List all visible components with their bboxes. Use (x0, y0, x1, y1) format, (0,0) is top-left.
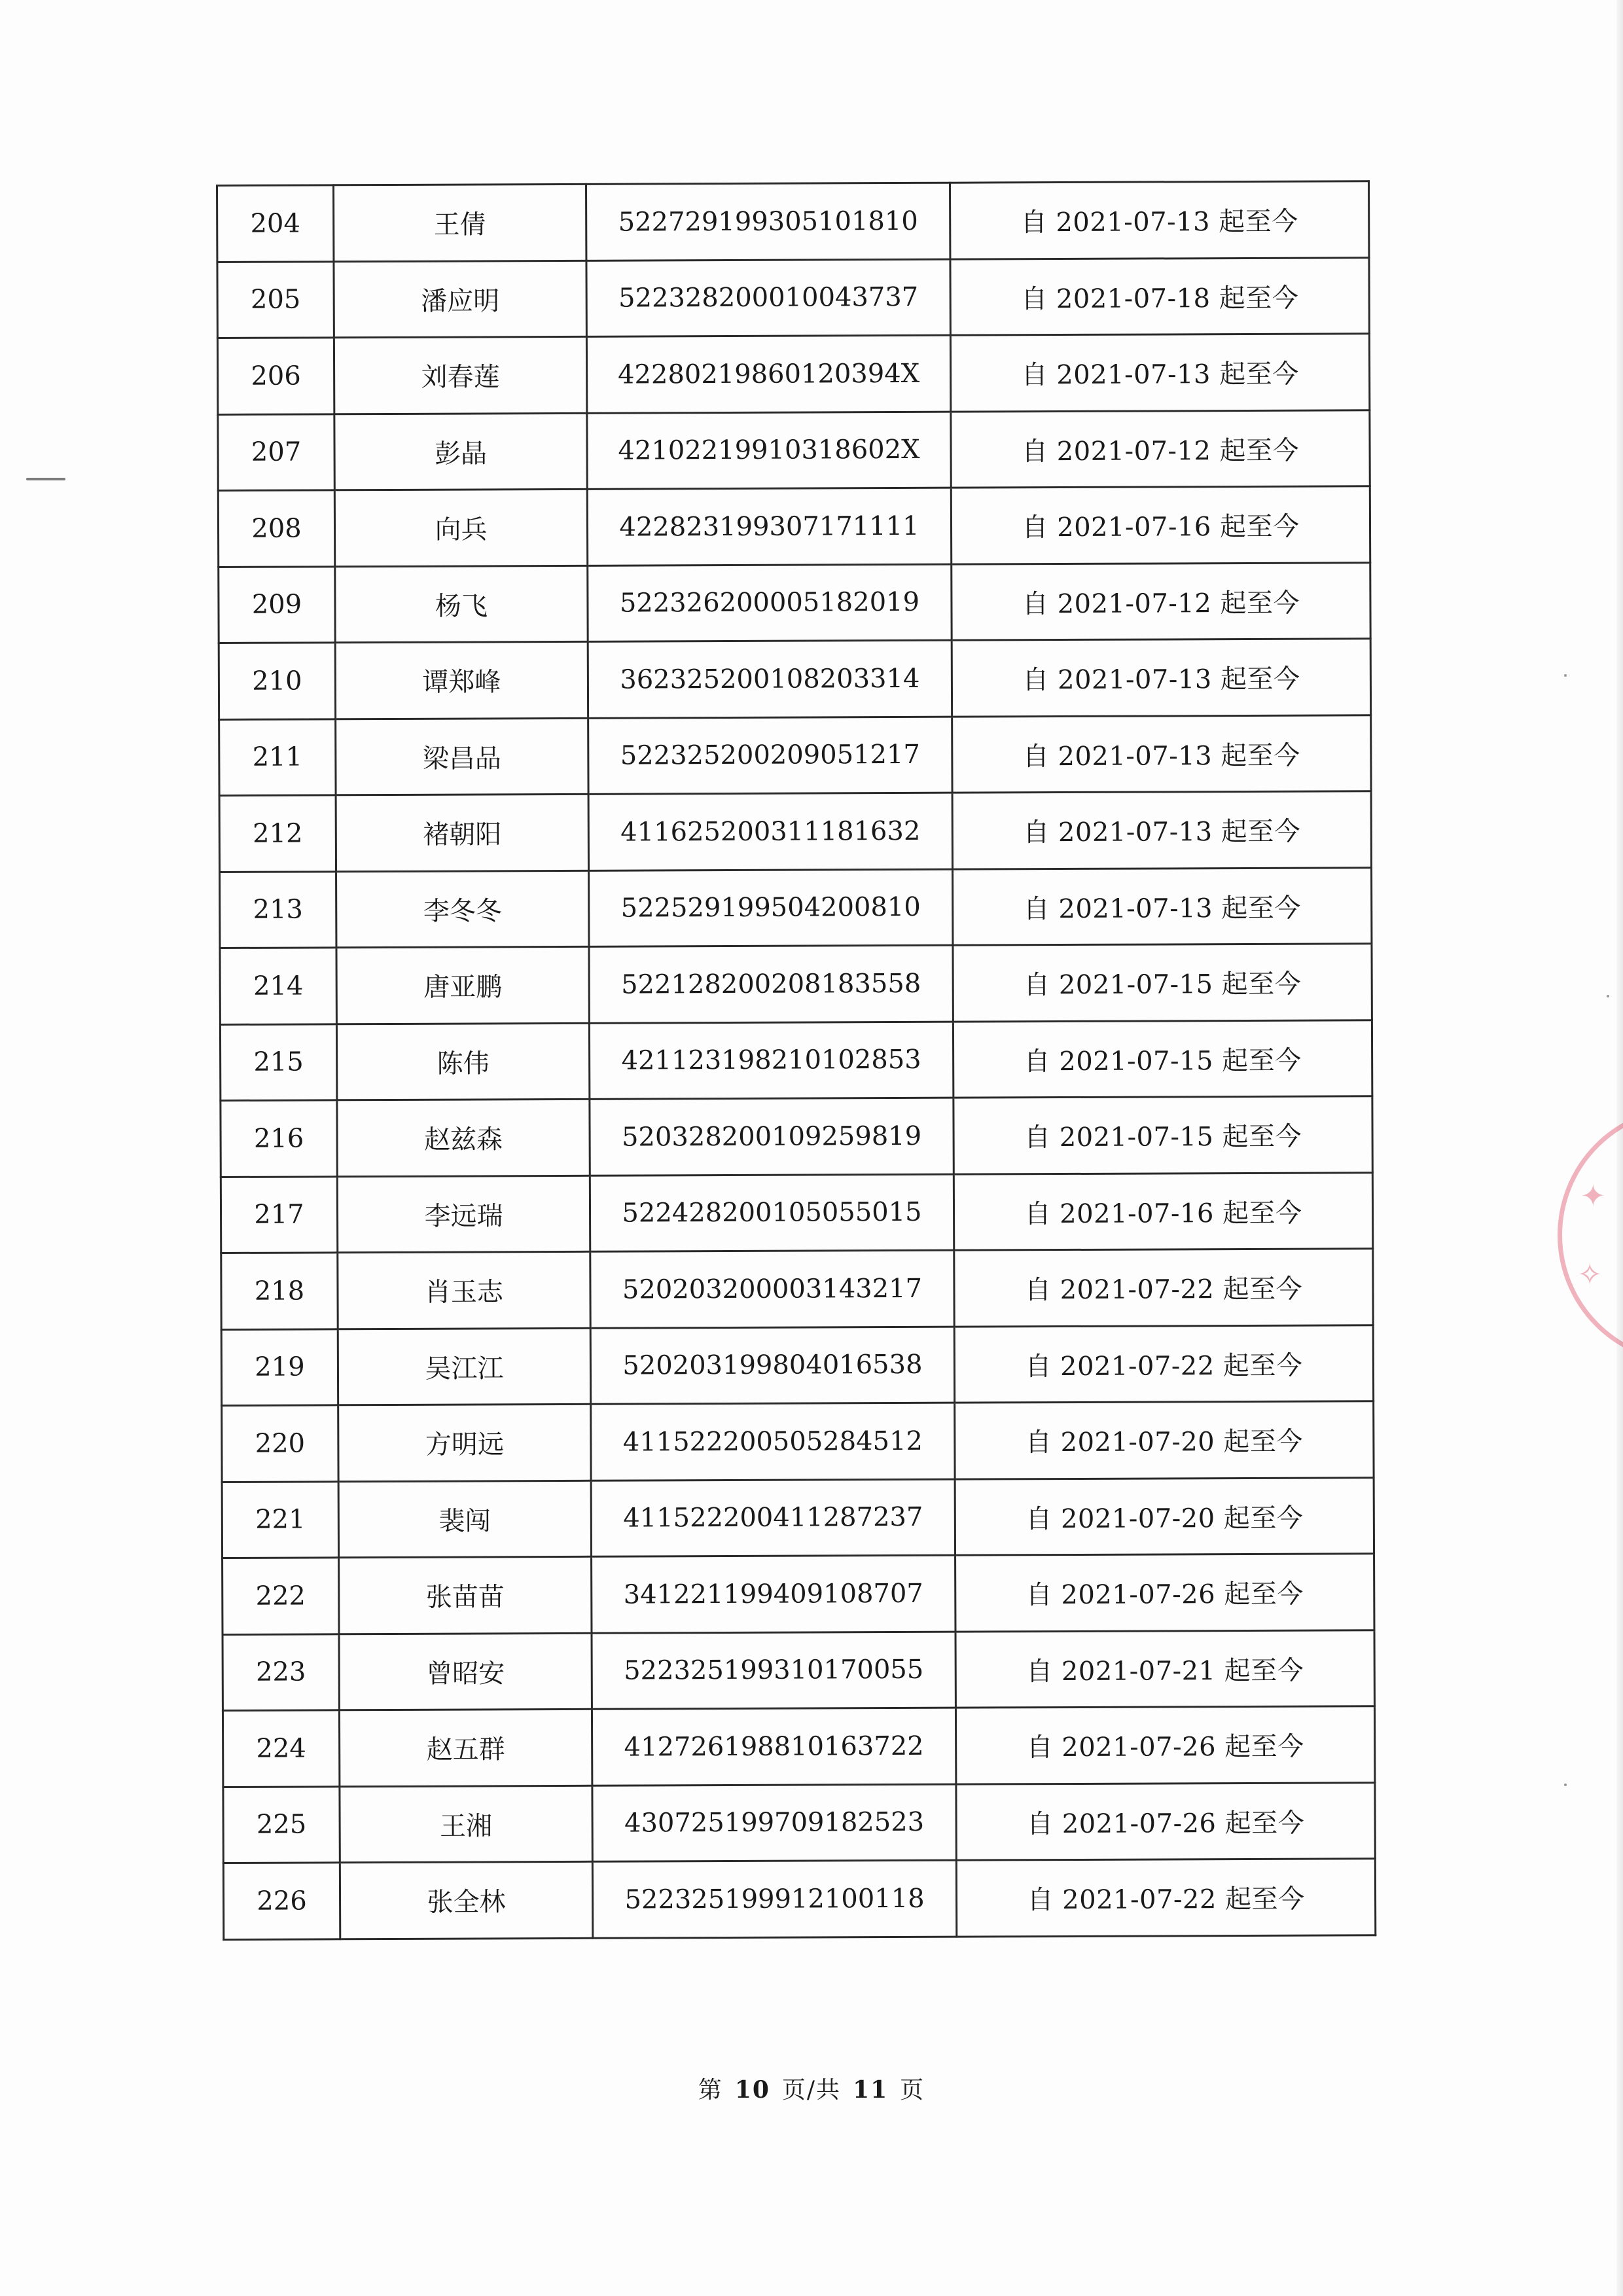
row-number-cell (219, 719, 336, 795)
id-number-cell (588, 640, 952, 718)
employment-period-cell-text: 自 2021-07-26 起至今 (1026, 1579, 1304, 1611)
employment-period-cell (955, 1630, 1374, 1708)
id-number-cell-text: 42280219860120394X (617, 358, 920, 390)
employment-period-cell-text: 自 2021-07-26 起至今 (1026, 1731, 1304, 1763)
scan-speck (1564, 674, 1567, 677)
name-cell (339, 1709, 592, 1786)
table-row (223, 1630, 1374, 1710)
row-number-cell (218, 414, 334, 490)
name-cell-text: 唐亚鹏 (423, 972, 503, 1003)
employment-period-cell (953, 944, 1372, 1022)
page-footer (0, 2072, 1623, 2105)
table-row (222, 1401, 1374, 1482)
id-number-cell-text: 522325199912100118 (624, 1883, 925, 1915)
name-cell-text: 张苗苗 (425, 1582, 505, 1613)
row-number-cell (217, 338, 334, 414)
name-cell-text: 李冬冬 (423, 896, 502, 927)
name-cell (337, 1175, 590, 1253)
name-cell-text: 褚朝阳 (423, 819, 502, 851)
id-number-cell (589, 945, 953, 1023)
row-number-cell (223, 1558, 339, 1634)
name-cell-text: 谭郑峰 (422, 667, 501, 698)
id-number-cell-text: 520328200109259819 (621, 1121, 922, 1153)
employment-period-cell (955, 1401, 1374, 1479)
row-number-cell-text: 223 (255, 1657, 306, 1688)
name-cell-text: 李远瑞 (424, 1201, 503, 1232)
row-number-cell-text: 204 (250, 208, 300, 239)
row-number-cell (217, 185, 334, 262)
employment-period-cell-text: 自 2021-07-13 起至今 (1022, 664, 1300, 696)
name-cell-text: 陈伟 (437, 1049, 490, 1079)
official-seal-stamp (1544, 1106, 1623, 1381)
name-cell-text: 梁昌品 (422, 744, 501, 774)
employment-period-cell-text: 自 2021-07-15 起至今 (1024, 1121, 1302, 1153)
employment-period-cell (951, 410, 1370, 488)
id-number-cell (588, 793, 952, 870)
name-cell (334, 413, 587, 490)
scan-mark (26, 478, 65, 480)
name-cell-text: 王湘 (440, 1811, 493, 1842)
row-number-cell (221, 1176, 337, 1253)
name-cell-text: 赵五群 (426, 1734, 505, 1766)
name-cell (334, 184, 586, 261)
employment-period-cell-text: 自 2021-07-22 起至今 (1024, 1274, 1303, 1306)
id-number-cell-text: 341221199409108707 (623, 1578, 923, 1610)
name-cell-text: 王倩 (433, 209, 486, 240)
table-row (223, 1859, 1375, 1939)
id-number-cell (586, 259, 950, 337)
footer-total-pages: 11 (853, 2076, 889, 2104)
employment-period-cell (950, 181, 1368, 259)
table-row (220, 867, 1372, 948)
name-cell (334, 260, 586, 338)
id-number-cell-text: 411522200505284512 (622, 1426, 923, 1458)
employment-period-cell-text: 自 2021-07-16 起至今 (1022, 511, 1300, 543)
row-number-cell (218, 490, 334, 567)
row-number-cell-text: 205 (250, 284, 301, 315)
footer-suffix: 页 (900, 2077, 925, 2104)
employment-period-cell (955, 1706, 1374, 1784)
row-number-cell-text: 209 (251, 589, 302, 620)
employment-period-cell-text: 自 2021-07-15 起至今 (1024, 969, 1302, 1001)
row-number-cell-text: 221 (255, 1504, 306, 1535)
footer-prefix: 第 (698, 2077, 723, 2104)
row-number-cell-text: 208 (251, 513, 302, 544)
table-row (222, 1477, 1374, 1558)
employment-period-cell-text: 自 2021-07-13 起至今 (1021, 359, 1299, 391)
employment-period-cell (951, 486, 1370, 564)
employment-period-cell (952, 562, 1370, 640)
employment-period-cell (953, 867, 1372, 945)
employment-period-cell (954, 1249, 1373, 1327)
employment-period-cell-text: 自 2021-07-20 起至今 (1026, 1503, 1304, 1535)
name-cell (339, 1556, 592, 1634)
employment-period-cell-text: 自 2021-07-21 起至今 (1026, 1655, 1304, 1687)
id-number-cell (588, 564, 952, 642)
employment-period-cell-text: 自 2021-07-20 起至今 (1025, 1426, 1304, 1458)
row-number-cell-text: 217 (254, 1199, 304, 1230)
name-cell (339, 1633, 592, 1710)
row-number-cell (219, 795, 336, 872)
table-row (217, 181, 1369, 262)
id-number-cell (591, 1403, 955, 1480)
employment-period-cell-text: 自 2021-07-26 起至今 (1027, 1808, 1305, 1840)
employment-period-cell (954, 1172, 1372, 1250)
seal-glyph: ✦ (1580, 1178, 1606, 1213)
id-number-cell (592, 1860, 956, 1938)
employment-period-cell-text: 自 2021-07-12 起至今 (1021, 435, 1300, 467)
employment-period-cell-text: 自 2021-07-13 起至今 (1022, 740, 1300, 772)
scan-speck (1607, 995, 1609, 997)
id-number-cell (592, 1784, 956, 1862)
row-number-cell-text: 226 (257, 1886, 307, 1916)
row-number-cell-text: 210 (252, 666, 302, 696)
table-row (220, 1020, 1372, 1100)
row-number-cell-text: 216 (253, 1123, 304, 1154)
id-number-cell-text: 522128200208183558 (621, 968, 921, 1000)
id-number-cell (589, 869, 953, 947)
employment-period-cell (956, 1782, 1375, 1860)
seal-glyph: ✧ (1577, 1257, 1603, 1292)
employment-period-cell (950, 257, 1369, 335)
id-number-cell (587, 412, 951, 490)
name-cell-text: 潘应明 (421, 286, 500, 317)
employment-period-cell-text: 自 2021-07-13 起至今 (1023, 816, 1301, 848)
roster-table-body (217, 181, 1376, 1939)
id-number-cell (592, 1555, 955, 1633)
name-cell-text: 彭晶 (434, 439, 488, 469)
name-cell-text: 向兵 (435, 514, 488, 545)
name-cell (336, 870, 589, 948)
name-cell (334, 336, 586, 414)
name-cell-text: 曾昭安 (426, 1659, 505, 1689)
name-cell (340, 1785, 592, 1863)
name-cell-text: 方明远 (425, 1429, 504, 1461)
name-cell-text: 刘春莲 (421, 362, 500, 393)
id-number-cell (592, 1708, 955, 1785)
employment-period-cell (950, 334, 1369, 412)
id-number-cell (590, 1327, 954, 1405)
id-number-cell (592, 1632, 955, 1710)
table-row (221, 1325, 1373, 1405)
table-row (223, 1554, 1374, 1634)
row-number-cell (222, 1405, 338, 1482)
seal-ring (1558, 1106, 1623, 1364)
row-number-cell (223, 1710, 339, 1787)
table-row (223, 1706, 1374, 1787)
table-row (220, 944, 1372, 1024)
id-number-cell-text: 411522200411287237 (623, 1502, 923, 1534)
id-number-cell-text: 522325200209051217 (620, 740, 920, 771)
table-row (218, 486, 1370, 567)
row-number-cell-text: 219 (255, 1352, 305, 1383)
row-number-cell-text: 206 (251, 361, 301, 391)
row-number-cell (220, 871, 336, 948)
roster-table (216, 180, 1376, 1940)
employment-period-cell-text: 自 2021-07-12 起至今 (1022, 588, 1300, 620)
table-row (217, 334, 1369, 414)
employment-period-cell-text: 自 2021-07-16 起至今 (1024, 1198, 1302, 1230)
row-number-cell (219, 566, 335, 643)
id-number-cell (588, 717, 952, 795)
employment-period-cell-text: 自 2021-07-13 起至今 (1023, 893, 1301, 925)
id-number-cell-text: 411625200311181632 (620, 816, 921, 848)
name-cell-text: 杨飞 (435, 591, 488, 622)
table-row (221, 1172, 1372, 1253)
employment-period-cell-text: 自 2021-07-22 起至今 (1025, 1350, 1303, 1382)
id-number-cell-text: 422823199307171111 (619, 511, 919, 543)
row-number-cell-text: 207 (251, 437, 302, 468)
table-row (221, 1249, 1373, 1329)
id-number-cell-text: 520203199804016538 (622, 1350, 923, 1381)
row-number-cell-text: 214 (253, 971, 304, 1001)
id-number-cell-text: 421123198210102853 (621, 1045, 921, 1076)
row-number-cell (221, 1329, 338, 1405)
name-cell (336, 946, 589, 1024)
row-number-cell (223, 1863, 340, 1939)
id-number-cell (586, 335, 950, 413)
employment-period-cell (952, 639, 1370, 717)
table-row (219, 791, 1371, 872)
row-number-cell-text: 222 (255, 1581, 306, 1611)
name-cell (335, 565, 588, 643)
employment-period-cell-text: 自 2021-07-18 起至今 (1021, 283, 1299, 315)
employment-period-cell (955, 1477, 1374, 1555)
row-number-cell (219, 643, 335, 719)
table-row (223, 1782, 1375, 1863)
name-cell (336, 718, 588, 795)
row-number-cell-text: 224 (256, 1733, 306, 1764)
id-number-cell (591, 1479, 955, 1557)
id-number-cell-text: 522325199310170055 (624, 1655, 924, 1686)
table-row (219, 562, 1370, 643)
id-number-cell-text: 430725199709182523 (624, 1807, 925, 1839)
employment-period-cell (954, 1096, 1372, 1174)
row-number-cell (222, 1481, 338, 1558)
row-number-cell (220, 1024, 336, 1100)
row-number-cell-text: 225 (256, 1809, 307, 1840)
row-number-cell-text: 220 (255, 1428, 306, 1459)
employment-period-cell (953, 1020, 1372, 1098)
row-number-cell-text: 212 (253, 818, 303, 849)
employment-period-cell (954, 1325, 1373, 1403)
id-number-cell (589, 1022, 953, 1100)
employment-period-cell-text: 自 2021-07-15 起至今 (1024, 1045, 1302, 1077)
employment-period-cell (955, 1554, 1374, 1632)
table-row (218, 410, 1370, 490)
employment-period-cell-text: 自 2021-07-13 起至今 (1020, 206, 1298, 238)
footer-current-page: 10 (734, 2076, 770, 2104)
name-cell (334, 489, 587, 566)
name-cell (340, 1861, 592, 1939)
id-number-cell-text: 362325200108203314 (620, 663, 920, 695)
id-number-cell-text: 412726198810163722 (624, 1731, 924, 1763)
row-number-cell-text: 211 (252, 742, 303, 773)
id-number-cell-text: 522529199504200810 (620, 892, 921, 924)
name-cell (337, 1099, 590, 1176)
footer-middle: 页/共 (781, 2077, 842, 2104)
id-number-cell-text: 520203200003143217 (622, 1273, 923, 1305)
name-cell-text: 赵兹森 (424, 1124, 503, 1156)
scan-speck (1564, 1784, 1567, 1786)
table-row (221, 1096, 1372, 1177)
employment-period-cell-text: 自 2021-07-22 起至今 (1027, 1884, 1305, 1916)
name-cell (338, 1480, 591, 1558)
row-number-cell (221, 1100, 337, 1177)
name-cell-text: 裴闯 (438, 1506, 491, 1537)
employment-period-cell (952, 715, 1371, 793)
id-number-cell-text: 522328200010043737 (618, 282, 919, 314)
row-number-cell-text: 218 (254, 1276, 305, 1306)
row-number-cell (217, 261, 334, 338)
row-number-cell (221, 1253, 338, 1329)
id-number-cell (590, 1174, 954, 1252)
id-number-cell (590, 1250, 954, 1328)
name-cell (338, 1328, 590, 1405)
employment-period-cell (952, 791, 1371, 869)
row-number-cell-text: 215 (253, 1047, 304, 1078)
id-number-cell-text: 522428200105055015 (622, 1197, 922, 1229)
name-cell (338, 1251, 590, 1329)
name-cell (335, 641, 588, 719)
id-number-cell-text: 522729199305101810 (618, 206, 918, 238)
id-number-cell (590, 1098, 954, 1175)
row-number-cell (223, 1786, 340, 1863)
row-number-cell (223, 1634, 339, 1710)
id-number-cell (586, 183, 950, 260)
table-row (217, 257, 1369, 338)
table-row (219, 639, 1370, 719)
name-cell (338, 1404, 591, 1481)
name-cell-text: 张全林 (427, 1887, 506, 1918)
roster-table-wrapper (216, 180, 1381, 1940)
id-number-cell-text: 42102219910318602X (618, 435, 920, 466)
id-number-cell-text: 522326200005182019 (619, 587, 920, 619)
row-number-cell (220, 948, 336, 1024)
name-cell (336, 1023, 589, 1100)
id-number-cell (587, 488, 951, 565)
name-cell (336, 794, 588, 871)
employment-period-cell (956, 1859, 1375, 1937)
row-number-cell-text: 213 (253, 894, 304, 925)
name-cell-text: 吴江江 (425, 1354, 504, 1384)
table-row (219, 715, 1371, 795)
name-cell-text: 肖玉志 (424, 1277, 504, 1308)
